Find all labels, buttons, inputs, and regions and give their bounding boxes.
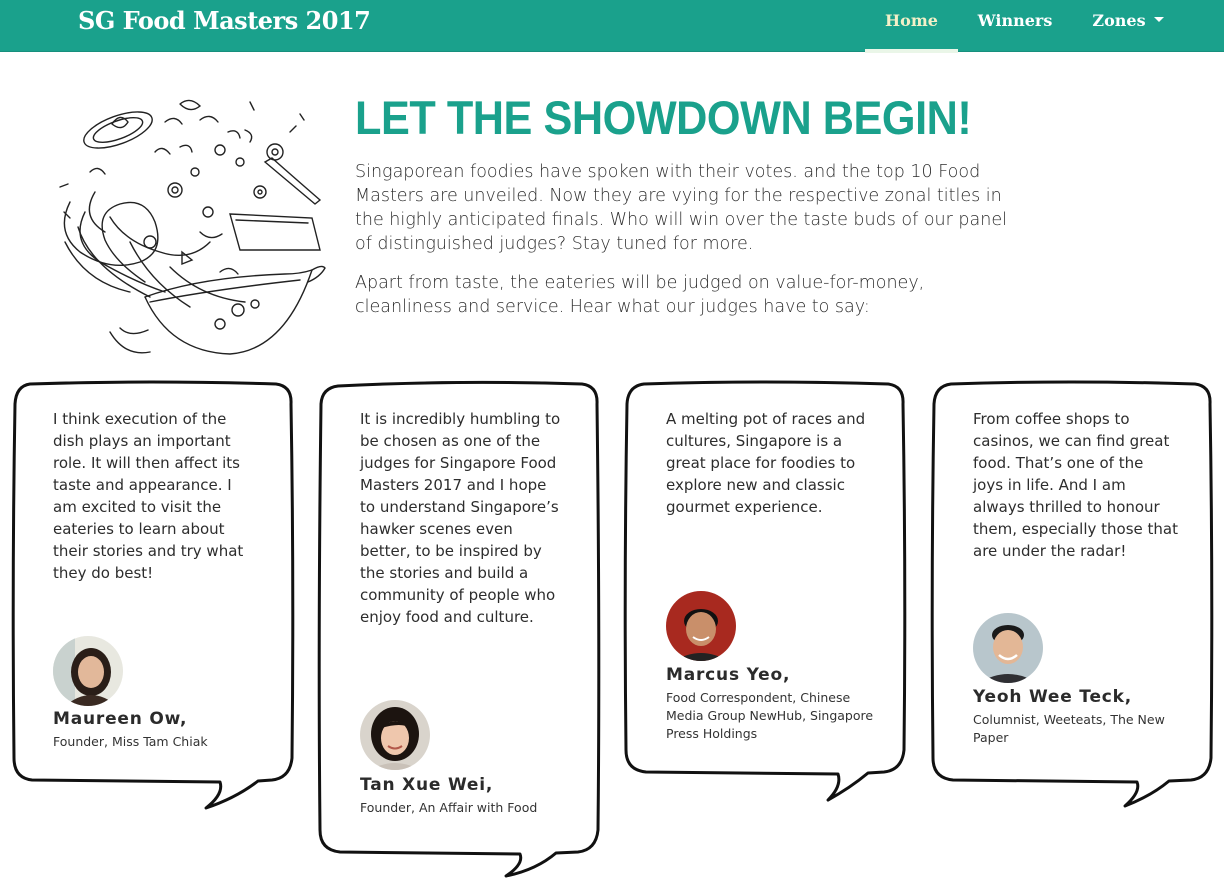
judge-name: Tan Xue Wei, [360, 775, 494, 795]
judge-title: Columnist, Weeteats, The New Paper [973, 712, 1165, 745]
caret-down-icon [1154, 17, 1164, 22]
intro-paragraph-2: Apart from taste, the eateries will be judged on value-for-money, cleanliness and service. Hear what our judges have to say: [355, 273, 925, 317]
judge-name: Yeoh Wee Teck, [973, 687, 1133, 707]
judge-quote: A melting pot of races and cultures, Singapore is a great place for foodies to explore new and classic gourmet experience. [666, 410, 866, 516]
judge-avatar [666, 591, 736, 661]
judge-card-2 [316, 378, 601, 878]
judge-card-3 [622, 378, 907, 802]
intro-paragraph-1: Singaporean foodies have spoken with their votes. and the top 10 Food Masters are unveiled. Now they are vying for the respective zonal titles in the highly anticipated finals. Who will win over the taste buds of our panel of distinguished judges? Stay tuned for more. [355, 162, 1007, 254]
judge-title: Food Correspondent, Chinese Media Group NewHub, Singapore Press Holdings [666, 690, 874, 741]
judge-card-4 [929, 378, 1214, 808]
nav-home-label: Home [885, 11, 938, 30]
judge-quote: It is incredibly humbling to be chosen as one of the judges for Singapore Food Masters 2017 and I hope to understand Singapore’s hawker scenes even better, to be inspired by the stories and build a community of people who enjoy food and culture. [360, 410, 561, 626]
judge-avatar [360, 700, 430, 770]
judge-card-1 [10, 378, 295, 810]
top-navbar [0, 0, 1224, 52]
judge-name: Maureen Ow, [53, 709, 188, 729]
page-headline: LET THE SHOWDOWN BEGIN! [355, 91, 972, 144]
nav-winners-label: Winners [977, 11, 1053, 30]
site-brand[interactable]: SG Food Masters 2017 [78, 6, 371, 35]
judge-quote: I think execution of the dish plays an important role. It will then affect its taste and appearance. I am excited to visit the eateries to learn about their stories and try what they do best! [53, 410, 244, 582]
nav-winners[interactable] [972, 0, 1058, 52]
judge-name: Marcus Yeo, [666, 665, 791, 685]
nav-zones-dropdown[interactable] [1086, 0, 1170, 52]
nav-zones-label: Zones [1092, 11, 1146, 30]
judge-avatar [53, 636, 123, 706]
judge-title: Founder, Miss Tam Chiak [53, 734, 208, 749]
nav-home[interactable] [865, 0, 958, 52]
wok-cooking-illustration [50, 92, 330, 364]
judge-title: Founder, An Affair with Food [360, 800, 538, 815]
judge-quote: From coffee shops to casinos, we can find great food. That’s one of the joys in life. And I am always thrilled to honour them, especially those that are under the radar! [973, 410, 1178, 560]
judge-avatar [973, 613, 1043, 683]
